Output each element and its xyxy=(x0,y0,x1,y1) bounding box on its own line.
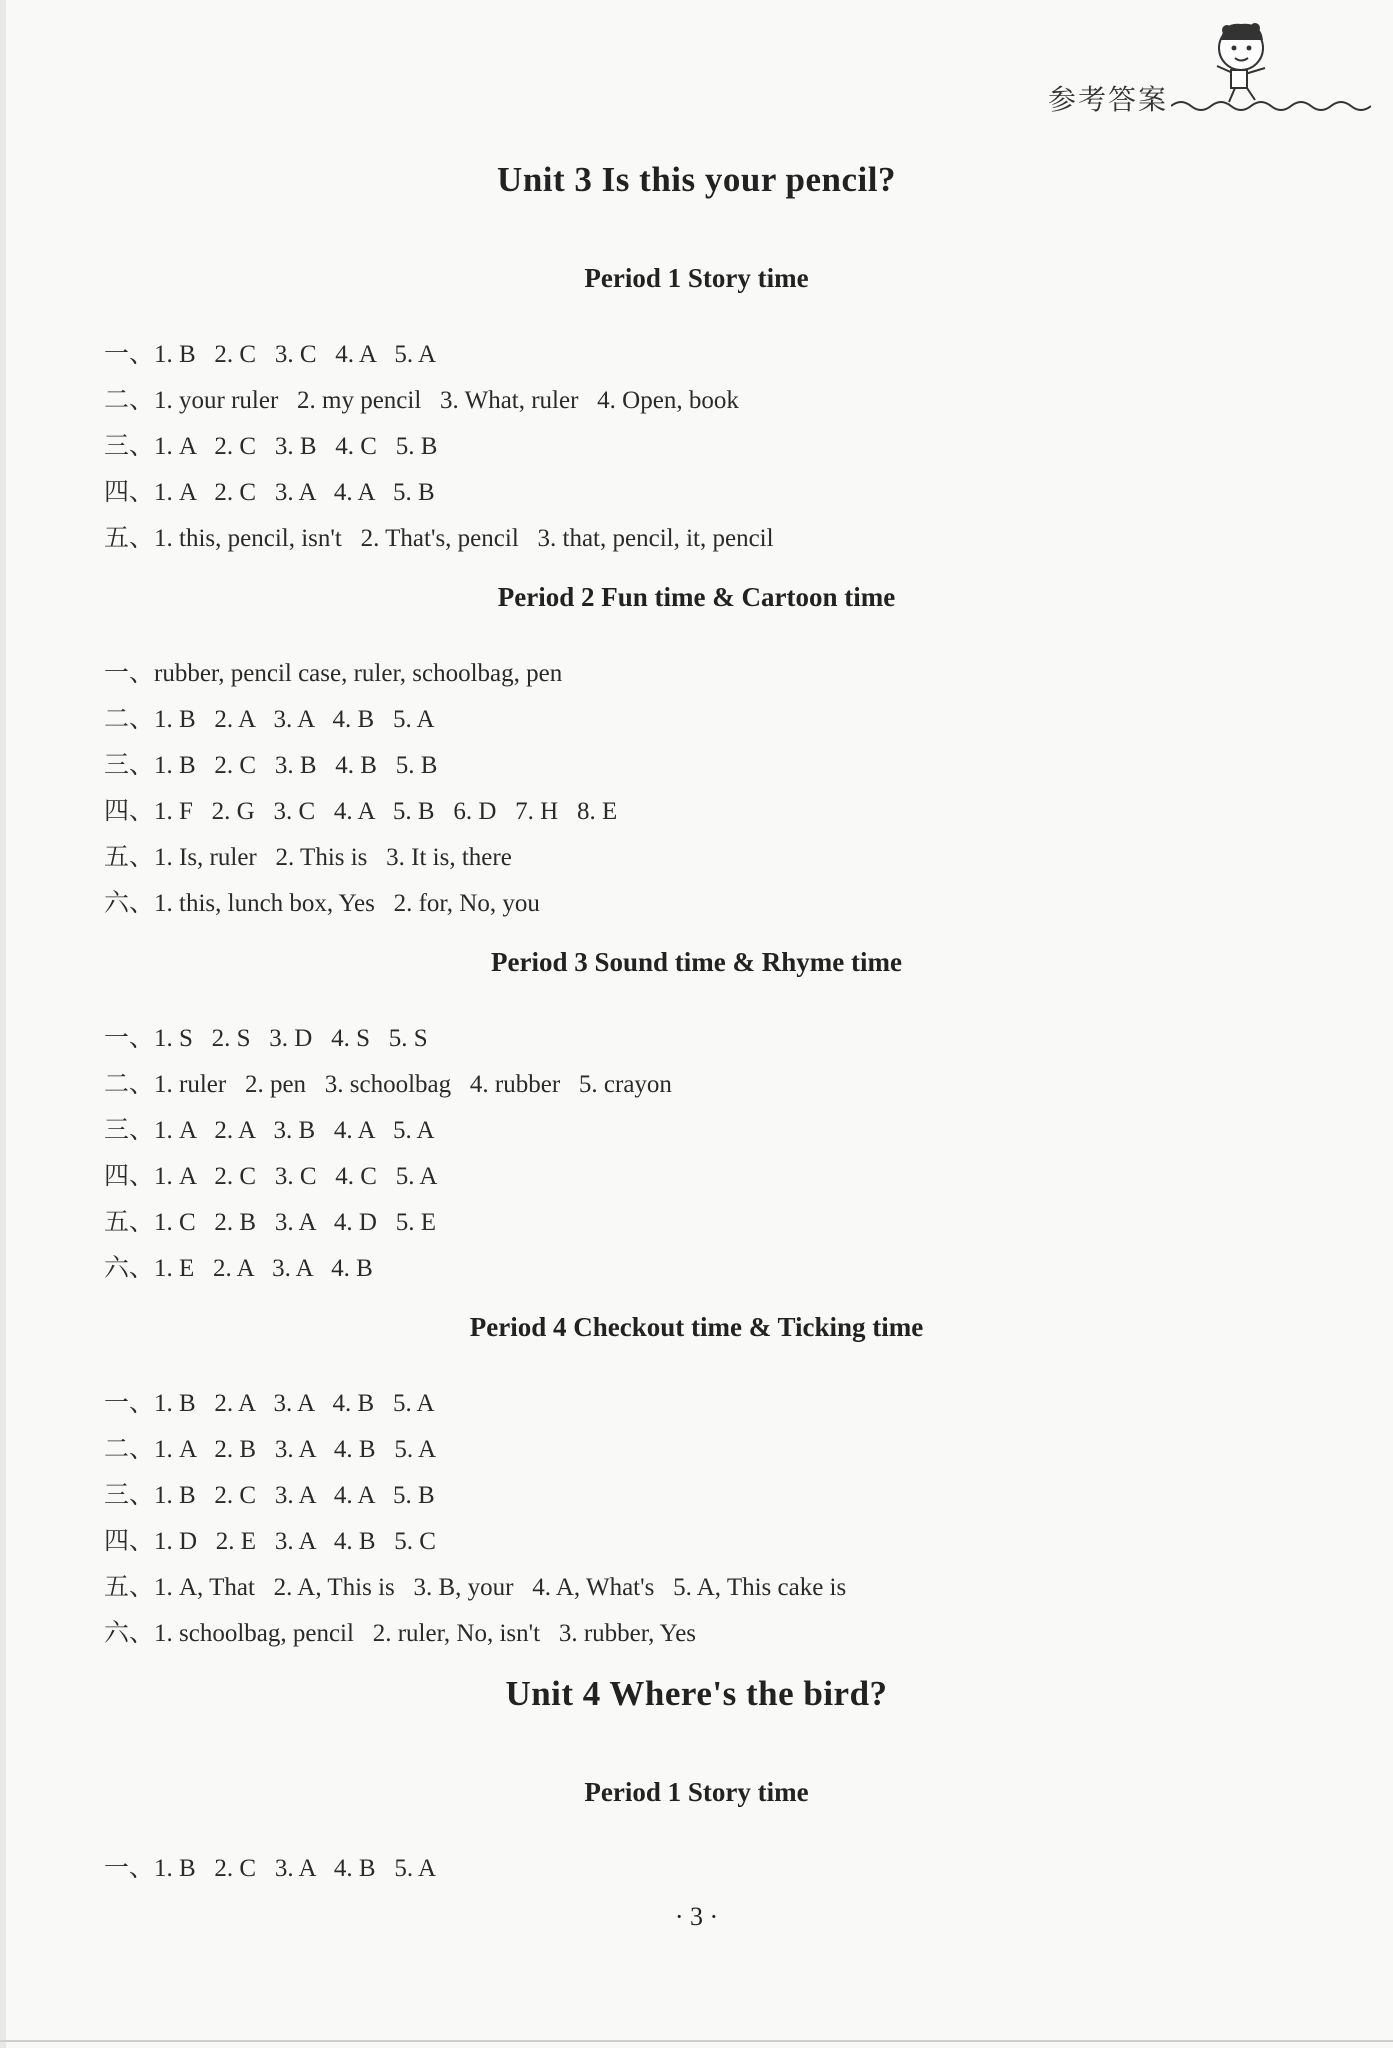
answer-line: 一、1. B 2. C 3. C 4. A 5. A xyxy=(104,341,436,368)
answer-line: 二、1. A 2. B 3. A 4. B 5. A xyxy=(104,1436,436,1463)
answer-line: 一、1. S 2. S 3. D 4. S 5. S xyxy=(104,1025,428,1052)
answer-line: 三、1. A 2. A 3. B 4. A 5. A xyxy=(104,1117,435,1144)
unit3-period2-title: Period 2 Fun time & Cartoon time xyxy=(497,582,896,612)
answer-line: 三、1. B 2. C 3. A 4. A 5. B xyxy=(104,1482,435,1509)
answer-line: 四、1. D 2. E 3. A 4. B 5. C xyxy=(104,1528,436,1555)
answer-line: 六、1. E 2. A 3. A 4. B xyxy=(104,1255,373,1282)
unit3-period4-title: Period 4 Checkout time & Ticking time xyxy=(469,1312,924,1342)
answer-line: 五、1. C 2. B 3. A 4. D 5. E xyxy=(104,1209,436,1236)
unit4-period1-title: Period 1 Story time xyxy=(584,1777,809,1807)
unit4-title: Unit 4 Where's the bird? xyxy=(505,1674,888,1713)
answer-line: 二、1. your ruler 2. my pencil 3. What, ruler 4. Open, book xyxy=(104,387,739,414)
page-number: · 3 · xyxy=(674,1902,719,1931)
answer-line: 二、1. ruler 2. pen 3. schoolbag 4. rubber 5. crayon xyxy=(104,1071,672,1098)
answer-line: 五、1. Is, ruler 2. This is 3. It is, there xyxy=(104,844,512,871)
answer-line: 一、1. B 2. C 3. A 4. B 5. A xyxy=(104,1855,436,1882)
answer-line: 四、1. A 2. C 3. C 4. C 5. A xyxy=(104,1163,438,1190)
scan-bottom-edge xyxy=(0,2040,1393,2042)
answer-line: 二、1. B 2. A 3. A 4. B 5. A xyxy=(104,706,435,733)
answer-line: 六、1. schoolbag, pencil 2. ruler, No, isn't 3. rubber, Yes xyxy=(104,1620,697,1647)
answer-line: 六、1. this, lunch box, Yes 2. for, No, you xyxy=(104,890,540,917)
scan-edge xyxy=(0,0,6,2048)
answer-line: 三、1. B 2. C 3. B 4. B 5. B xyxy=(104,752,438,779)
answer-line: 一、rubber, pencil case, ruler, schoolbag, pen xyxy=(104,660,563,687)
unit3-title: Unit 3 Is this your pencil? xyxy=(497,160,896,199)
answer-line: 四、1. A 2. C 3. A 4. A 5. B xyxy=(104,479,435,506)
answer-line: 四、1. F 2. G 3. C 4. A 5. B 6. D 7. H 8. E xyxy=(104,798,618,825)
cartoon-boy-icon xyxy=(1171,8,1371,118)
header-label: 参考答案 xyxy=(1047,83,1168,116)
unit3-period3-title: Period 3 Sound time & Rhyme time xyxy=(491,947,902,977)
unit3-period1-title: Period 1 Story time xyxy=(584,263,809,293)
answer-line: 一、1. B 2. A 3. A 4. B 5. A xyxy=(104,1390,435,1417)
answer-line: 五、1. this, pencil, isn't 2. That's, pencil 3. that, pencil, it, pencil xyxy=(104,525,774,552)
answer-line: 三、1. A 2. C 3. B 4. C 5. B xyxy=(104,433,438,460)
answer-line: 五、1. A, That 2. A, This is 3. B, your 4. A, What's 5. A, This cake is xyxy=(104,1574,847,1601)
